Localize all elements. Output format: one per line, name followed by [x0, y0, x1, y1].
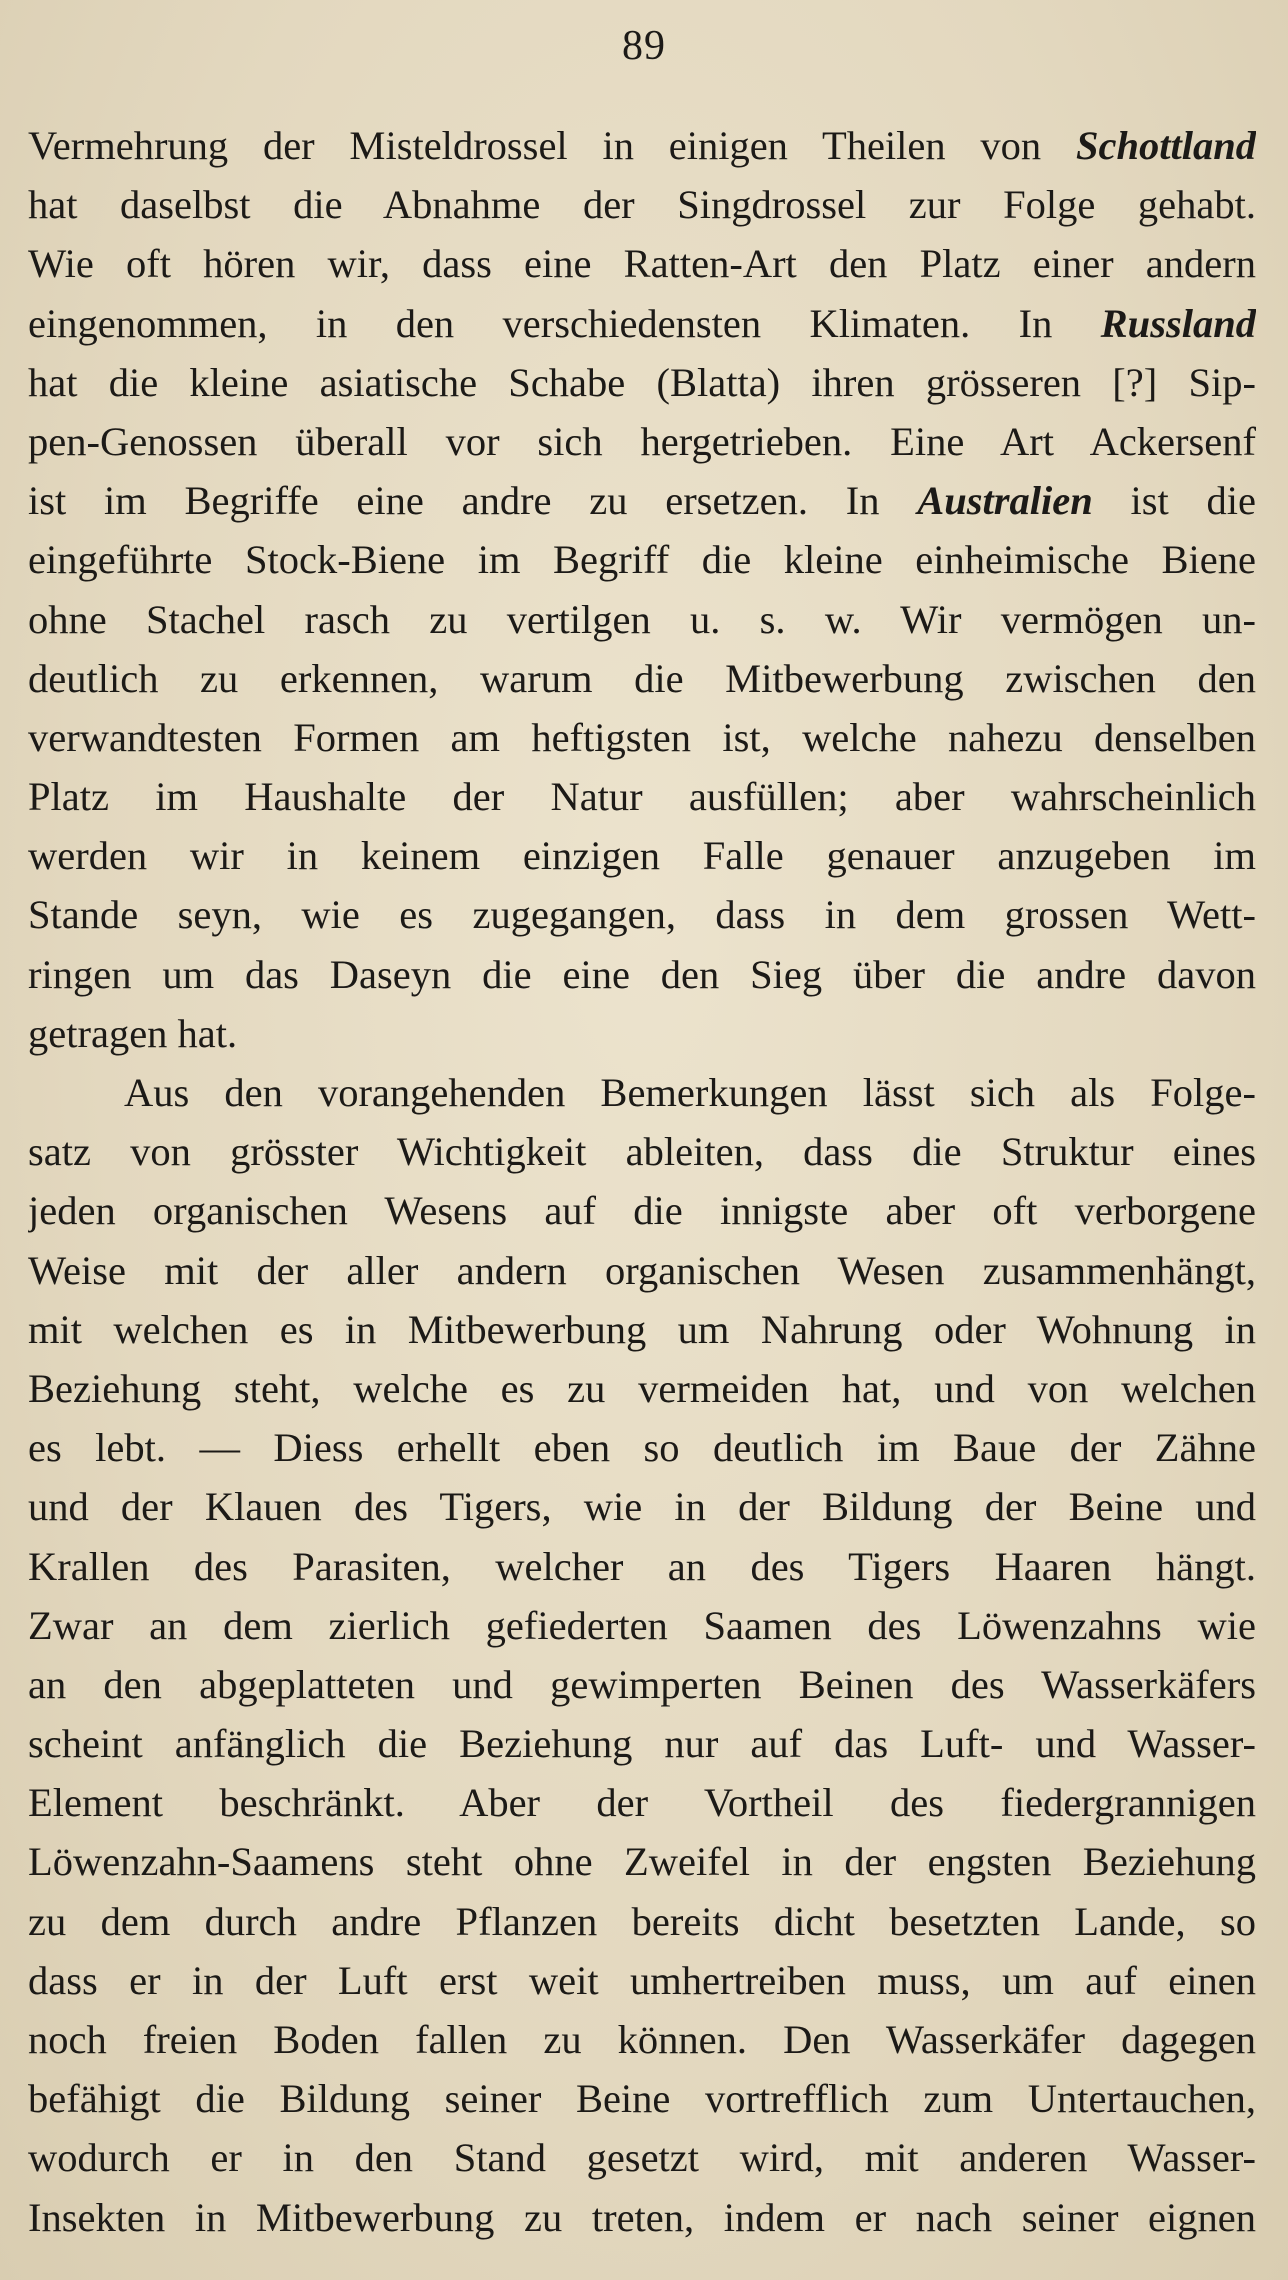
text-line: Vermehrung der Misteldrossel in einigen Theilen von Schottland: [28, 123, 1256, 168]
text-line: eingeführte Stock-Biene im Begriff die kleine einheimische Biene: [28, 537, 1256, 583]
text-line: ringen um das Daseyn die eine den Sieg über die andre davon: [28, 951, 1256, 997]
text-line: mit welchen es in Mitbewerbung um Nahrung oder Wohnung in: [28, 1306, 1256, 1352]
text-line: hat die kleine asiatische Schabe (Blatta) ihren grösseren [?] Sip-: [28, 359, 1256, 405]
text-line: jeden organischen Wesens auf die innigste aber oft verborgene: [28, 1188, 1256, 1234]
text-line: Platz im Haushalte der Natur ausfüllen; aber wahrscheinlich: [28, 774, 1256, 820]
text-line: Element beschränkt. Aber der Vortheil des fiedergrannigen: [28, 1780, 1256, 1826]
text-line: Krallen des Parasiten, welcher an des Tigers Haaren hängt.: [28, 1543, 1256, 1589]
text-line: Insekten in Mitbewerbung zu treten, indem er nach seiner eignen: [28, 2194, 1256, 2240]
text-line: eingenommen, in den verschiedensten Klimaten. In Russland: [28, 300, 1256, 346]
text-line: getragen hat.: [28, 1010, 238, 1056]
text-line: satz von grösster Wichtigkeit ableiten, dass die Struktur eines: [28, 1129, 1256, 1175]
text-line: ohne Stachel rasch zu vertilgen u. s. w. Wir vermögen un-: [28, 596, 1256, 642]
text-line: Stande seyn, wie es zugegangen, dass in dem grossen Wett-: [28, 892, 1256, 938]
italic-place-name: Russland: [1100, 300, 1256, 346]
text-line: an den abgeplatteten und gewimperten Beinen des Wasserkäfers: [28, 1661, 1256, 1707]
text-line: noch freien Boden fallen zu können. Den Wasserkäfer dagegen: [28, 2017, 1256, 2062]
text-line: wodurch er in den Stand gesetzt wird, mit anderen Wasser-: [28, 2135, 1256, 2181]
text-line: pen-Genossen überall vor sich hergetrieben. Eine Art Ackersenf: [28, 418, 1256, 464]
text-line: befähigt die Bildung seiner Beine vortrefflich zum Untertauchen,: [28, 2076, 1256, 2122]
text-line: ist im Begriffe eine andre zu ersetzen. In Australien ist die: [28, 478, 1256, 524]
text-line: und der Klauen des Tigers, wie in der Bildung der Beine und: [28, 1484, 1256, 1530]
text-line: Aus den vorangehenden Bemerkungen lässt sich als Folge-: [124, 1070, 1256, 1115]
text-line: Zwar an dem zierlich gefiederten Saamen des Löwenzahns wie: [28, 1602, 1256, 1648]
text-line: werden wir in keinem einzigen Falle genauer anzugeben im: [28, 833, 1256, 879]
text-line: Löwenzahn-Saamens steht ohne Zweifel in der engsten Beziehung: [28, 1839, 1256, 1885]
text-line: scheint anfänglich die Beziehung nur auf das Luft- und Wasser-: [28, 1721, 1256, 1767]
italic-place-name: Schottland: [1075, 123, 1256, 168]
body-text: [28, 116, 1256, 2247]
page-number: 89: [622, 23, 666, 69]
text-line: Weise mit der aller andern organischen Wesen zusammenhängt,: [28, 1247, 1256, 1293]
text-line: verwandtesten Formen am heftigsten ist, welche nahezu denselben: [28, 714, 1256, 760]
italic-place-name: Australien: [917, 478, 1093, 524]
text-line: hat daselbst die Abnahme der Singdrossel zur Folge gehabt.: [28, 182, 1256, 228]
text-line: deutlich zu erkennen, warum die Mitbewerbung zwischen den: [28, 655, 1256, 701]
text-line: dass er in der Luft erst weit umhertreiben muss, um auf einen: [28, 1957, 1256, 2003]
text-line: Beziehung steht, welche es zu vermeiden hat, und von welchen: [28, 1365, 1256, 1411]
text-line: zu dem durch andre Pflanzen bereits dicht besetzten Lande, so: [28, 1898, 1256, 1944]
text-line: Wie oft hören wir, dass eine Ratten-Art den Platz einer andern: [28, 241, 1256, 287]
text-line: es lebt. — Diess erhellt eben so deutlich im Baue der Zähne: [28, 1425, 1256, 1471]
